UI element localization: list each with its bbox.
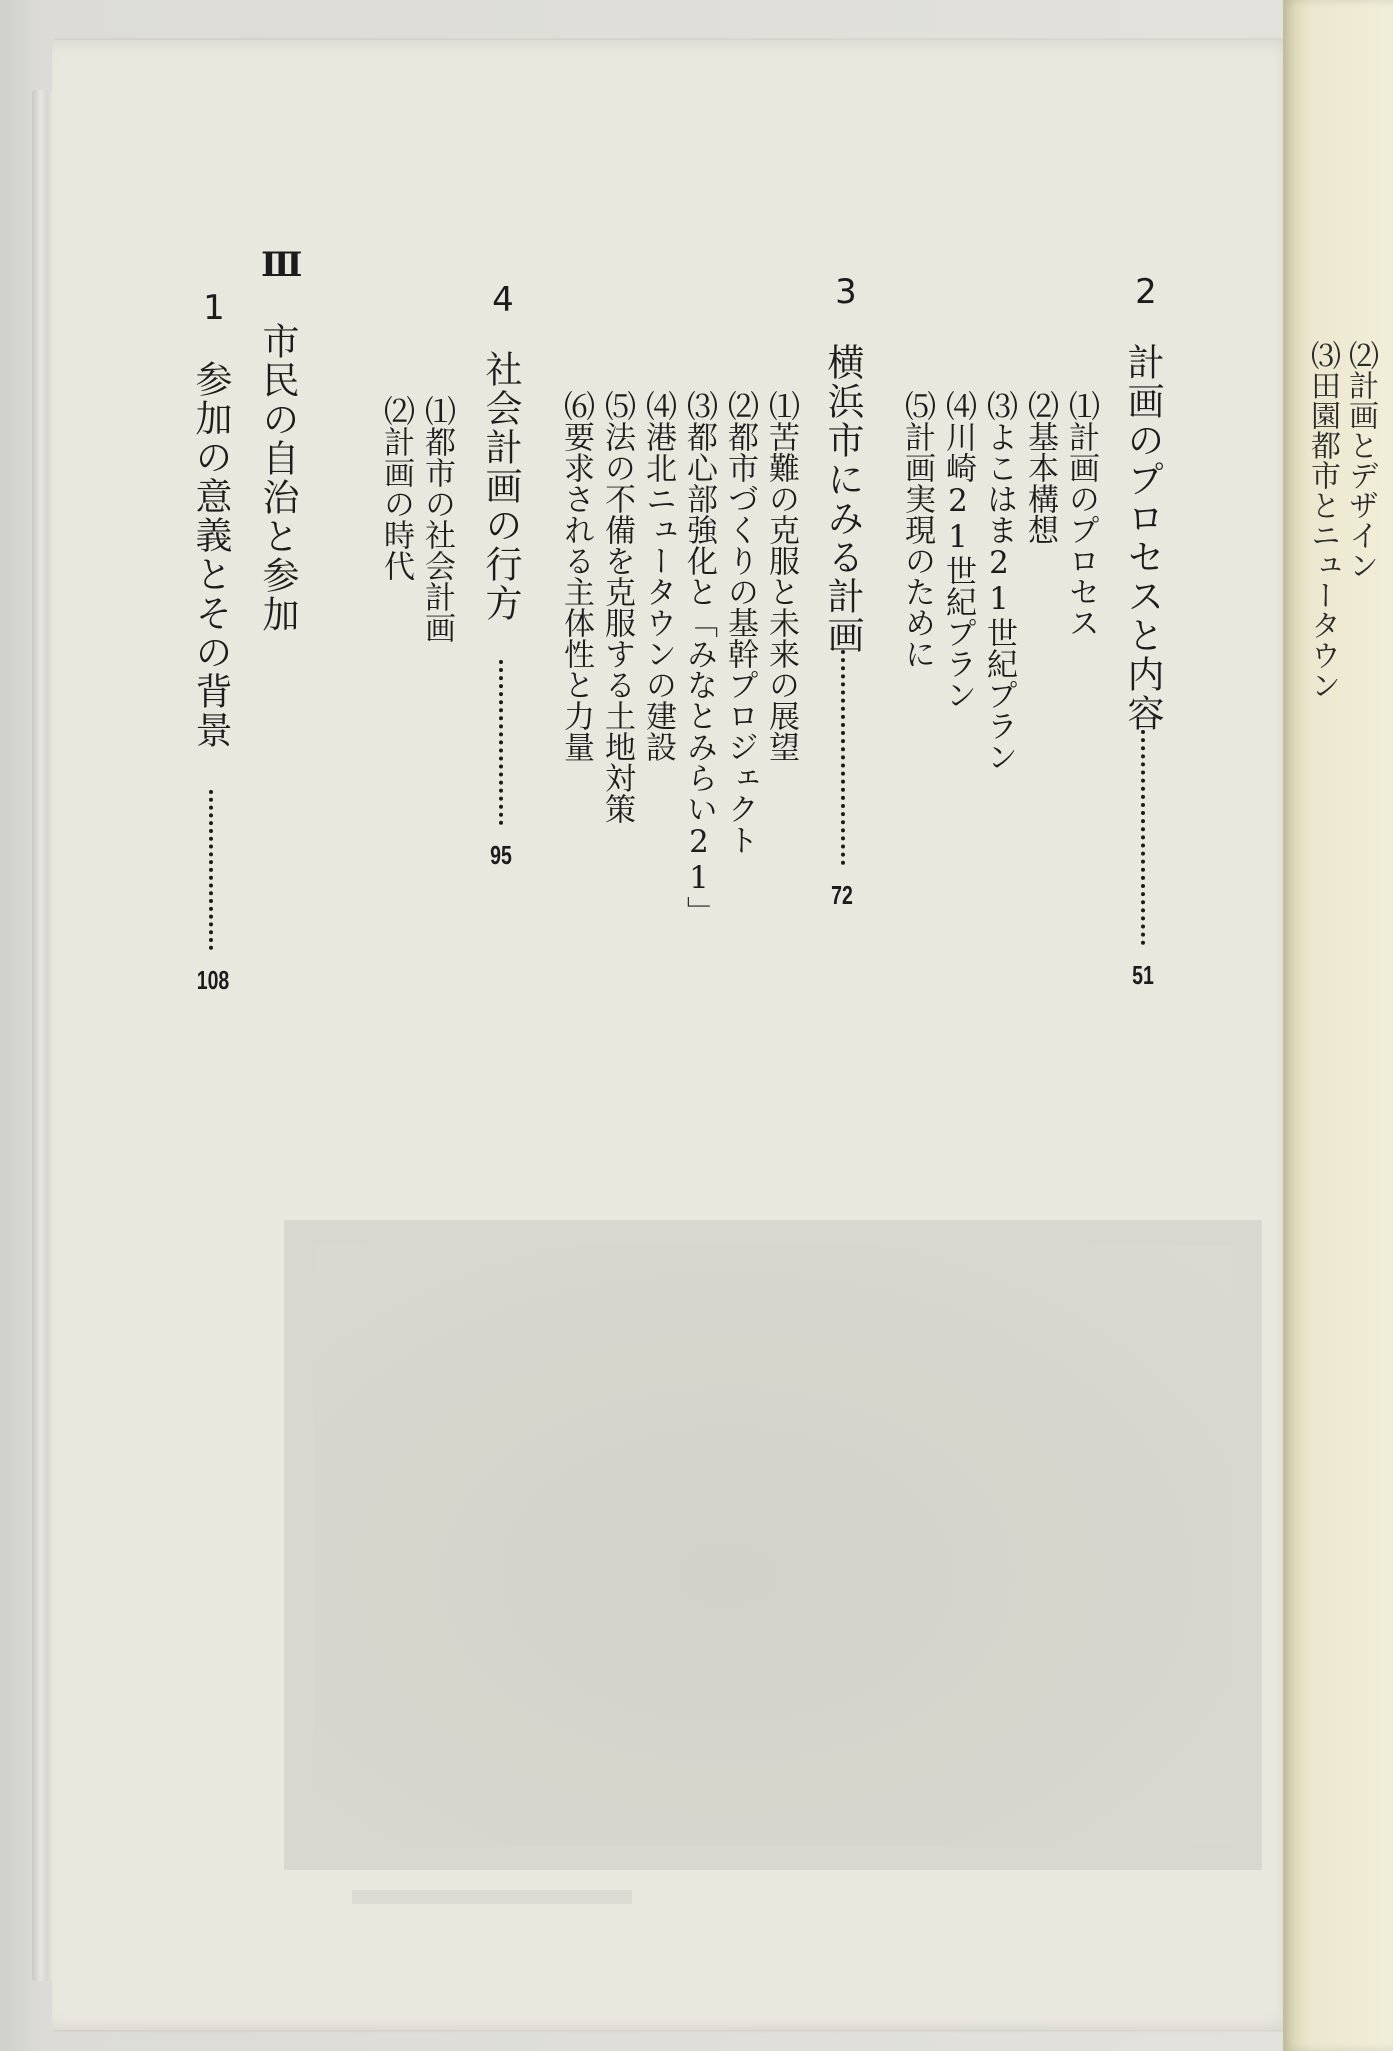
show-through-photo xyxy=(284,1220,1262,1870)
section-4-item-1: ⑴都市の社会計画 xyxy=(419,395,455,643)
section-2-item-4: ⑷川崎21世紀プラン xyxy=(940,390,976,710)
section-2-page: 51 xyxy=(1132,960,1154,990)
section-2-item-3: ⑶よこはま21世紀プラン xyxy=(981,390,1017,772)
section-1-leader xyxy=(209,790,213,950)
section-3-title: 横浜市にみる計画 xyxy=(821,343,864,655)
facing-page-line-1: ⑵計画とデザイン xyxy=(1343,340,1378,580)
section-3-item-2: ⑵都市づくりの基幹プロジェクト xyxy=(722,390,758,855)
section-4-title: 社会計画の行方 xyxy=(479,350,522,623)
show-through-caption xyxy=(352,1890,632,1904)
page-stack-edge xyxy=(32,90,54,1981)
section-4-leader xyxy=(499,660,503,825)
section-3-item-4: ⑷港北ニュータウンの建設 xyxy=(640,390,676,762)
section-1-title: 参加の意義とその背景 xyxy=(189,360,232,750)
section-3-item-1: ⑴苦難の克服と未来の展望 xyxy=(763,390,799,762)
section-3-item-3: ⑶都心部強化と「みなとみらい21」 xyxy=(681,390,717,927)
facing-page-line-2: ⑶田園都市とニュータウン xyxy=(1305,340,1340,700)
section-2-leader xyxy=(1141,730,1145,945)
section-2-number: 2 xyxy=(1135,272,1157,312)
section-3-leader xyxy=(841,650,845,865)
section-2-item-5: ⑸計画実現のために xyxy=(899,390,935,669)
part-title: 市民の自治と参加 xyxy=(256,322,299,634)
part-roman-numeral: Ⅲ xyxy=(261,245,302,285)
section-3-page: 72 xyxy=(831,880,853,910)
book-page-right xyxy=(1283,0,1393,2051)
section-4-number: 4 xyxy=(492,280,514,320)
section-3-number: 3 xyxy=(835,272,857,312)
section-1-number: 1 xyxy=(203,288,225,328)
section-3-item-5: ⑸法の不備を克服する土地対策 xyxy=(599,390,635,824)
book-page-left xyxy=(52,40,1297,2030)
section-4-page: 95 xyxy=(490,840,512,870)
section-3-item-6: ⑹要求される主体性と力量 xyxy=(558,390,594,762)
section-4-item-2: ⑵計画の時代 xyxy=(378,395,414,581)
section-2-item-1: ⑴計画のプロセス xyxy=(1063,390,1099,638)
section-1-page: 108 xyxy=(196,965,230,995)
section-2-item-2: ⑵基本構想 xyxy=(1022,390,1058,545)
section-2-title: 計画のプロセスと内容 xyxy=(1121,343,1164,733)
